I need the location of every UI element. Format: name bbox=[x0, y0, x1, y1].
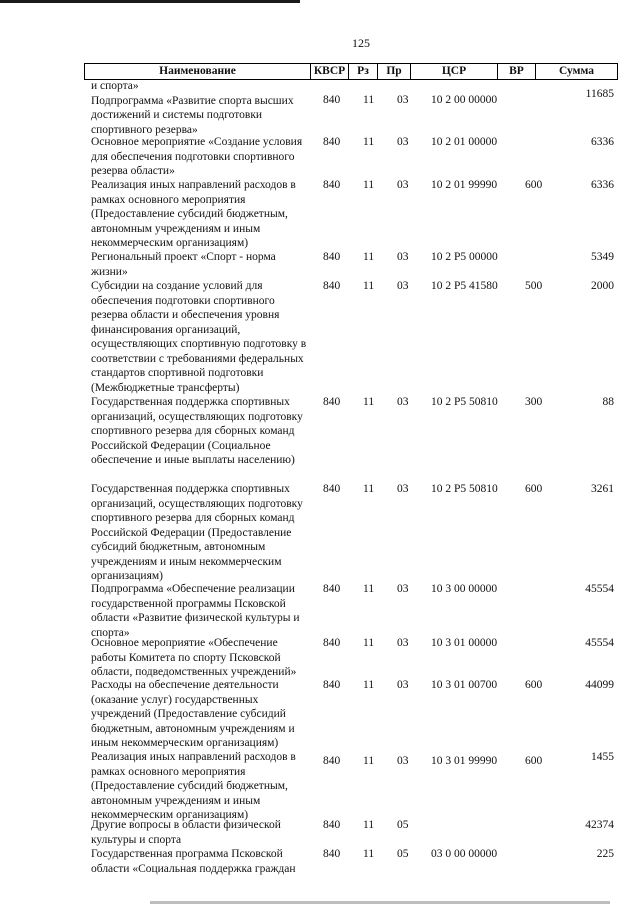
cell-rz: 11 bbox=[363, 637, 375, 649]
cell-sum: 2000 bbox=[591, 280, 614, 292]
cell-rz: 11 bbox=[363, 396, 375, 408]
table-row bbox=[91, 395, 614, 482]
cell-csr: 10 2 P5 41580 bbox=[431, 280, 498, 292]
cell-name: Субсидии на создание условий для обеспечения подготовки спортивного резерва области и обеспечения уровня финансирования организаций, осуществляющих спортивную подготовку в соответствии с требованиями федеральных стандартов спортивной подготовки (Межбюджетные трансферты) bbox=[91, 280, 307, 394]
cell-pr: 05 bbox=[397, 848, 409, 860]
cell-pr: 03 bbox=[397, 136, 409, 148]
cell-pr: 03 bbox=[397, 637, 409, 649]
cell-pr: 03 bbox=[397, 755, 409, 767]
cell-rz: 11 bbox=[363, 94, 375, 106]
scan-edge-bottom bbox=[150, 901, 610, 904]
cell-name: Государственная поддержка спортивных организаций, осуществляющих подготовку спортивного резерва для сборных команд Российской Федерации (Социальное обеспечение и иные выплаты населению) bbox=[91, 396, 303, 466]
cell-kvsr: 840 bbox=[323, 583, 341, 595]
cell-name: и спорта» Подпрограмма «Развитие спорта высших достижений и системы подготовки спортивного резерва» bbox=[91, 80, 294, 136]
cell-kvsr: 840 bbox=[323, 396, 341, 408]
cell-rz: 11 bbox=[363, 755, 375, 767]
cell-csr: 10 3 01 00000 bbox=[431, 637, 498, 649]
cell-csr: 10 2 P5 00000 bbox=[431, 251, 498, 263]
cell-csr: 10 3 00 00000 bbox=[431, 583, 498, 595]
cell-sum: 6336 bbox=[591, 136, 614, 148]
cell-sum: 1455 bbox=[591, 751, 614, 763]
header-csr: ЦСР bbox=[411, 64, 498, 79]
table-body bbox=[91, 79, 614, 876]
cell-sum: 88 bbox=[602, 396, 614, 408]
header-pr: Пр bbox=[378, 64, 411, 79]
cell-kvsr: 840 bbox=[323, 251, 341, 263]
table-row bbox=[91, 636, 614, 678]
cell-csr: 10 2 P5 50810 bbox=[431, 396, 498, 408]
table-row bbox=[91, 750, 614, 821]
cell-sum: 11685 bbox=[585, 88, 614, 100]
cell-csr: 10 2 P5 50810 bbox=[431, 483, 498, 495]
cell-kvsr: 840 bbox=[323, 280, 341, 292]
header-sum: Сумма bbox=[559, 65, 594, 77]
table-row bbox=[91, 847, 614, 876]
cell-vr: 600 bbox=[525, 755, 543, 767]
cell-kvsr: 840 bbox=[323, 483, 341, 495]
cell-sum: 6336 bbox=[591, 179, 614, 191]
cell-name: Государственная программа Псковской области «Социальная поддержка граждан bbox=[91, 848, 296, 875]
page-number: 125 bbox=[352, 36, 370, 50]
cell-csr: 10 3 01 00700 bbox=[431, 679, 498, 691]
header-rz: Рз bbox=[349, 64, 378, 79]
cell-vr: 500 bbox=[525, 280, 543, 292]
table-header bbox=[84, 63, 618, 80]
cell-name: Расходы на обеспечение деятельности (оказание услуг) государственных учреждений (Предоставление субсидий бюджетным, автономным учреждениям и иным некоммерческим организациям) bbox=[91, 679, 295, 749]
cell-pr: 05 bbox=[397, 819, 409, 831]
cell-name: Реализация иных направлений расходов в рамках основного мероприятия (Предоставление субсидий бюджетным, автономным учреждениям и иным некоммерческим организациям) bbox=[91, 751, 296, 821]
cell-name: Основное мероприятие «Обеспечение работы Комитета по спорту Псковской области, подведомственных учреждений» bbox=[91, 637, 297, 678]
cell-name: Другие вопросы в области физической культуры и спорта bbox=[91, 819, 281, 846]
cell-name: Региональный проект «Спорт - норма жизни» bbox=[91, 251, 276, 278]
table-row bbox=[91, 482, 614, 582]
cell-pr: 03 bbox=[397, 251, 409, 263]
table-row bbox=[91, 135, 614, 178]
cell-sum: 225 bbox=[596, 848, 614, 860]
cell-name: Государственная поддержка спортивных организаций, осуществляющих подготовку спортивного резерва для сборных команд Российской Федерации (Предоставление субсидий бюджетным, автономным учреждениям и иным некоммерческим организациям) bbox=[91, 483, 303, 582]
header-vr: ВР bbox=[498, 64, 536, 79]
cell-csr: 10 3 01 99990 bbox=[431, 755, 498, 767]
table-row bbox=[91, 279, 614, 395]
cell-csr: 03 0 00 00000 bbox=[431, 848, 498, 860]
cell-rz: 11 bbox=[363, 848, 375, 860]
header-kvsr: КВСР bbox=[311, 64, 349, 79]
cell-kvsr: 840 bbox=[323, 94, 341, 106]
cell-pr: 03 bbox=[397, 679, 409, 691]
cell-rz: 11 bbox=[363, 251, 375, 263]
cell-vr bbox=[525, 79, 561, 93]
table-row bbox=[91, 818, 614, 847]
cell-vr: 600 bbox=[525, 179, 543, 191]
cell-pr: 03 bbox=[397, 179, 409, 191]
cell-rz: 11 bbox=[363, 280, 375, 292]
cell-pr: 03 bbox=[397, 583, 409, 595]
cell-vr: 600 bbox=[525, 483, 543, 495]
cell-csr: 10 2 00 00000 bbox=[431, 94, 498, 106]
cell-csr: 10 2 01 99990 bbox=[431, 179, 498, 191]
scan-edge-top bbox=[0, 0, 300, 3]
cell-kvsr: 840 bbox=[323, 136, 341, 148]
cell-name: Подпрограмма «Обеспечение реализации государственной программы Псковской области «Развитие физической культуры и спорта» bbox=[91, 583, 300, 639]
table-row bbox=[91, 582, 614, 639]
cell-vr: 600 bbox=[525, 679, 543, 691]
cell-pr: 03 bbox=[397, 483, 409, 495]
cell-sum: 44099 bbox=[585, 679, 614, 691]
cell-pr: 03 bbox=[397, 94, 409, 106]
cell-sum: 3261 bbox=[591, 483, 614, 495]
cell-csr: 10 2 01 00000 bbox=[431, 136, 498, 148]
cell-rz: 11 bbox=[363, 136, 375, 148]
cell-name: Основное мероприятие «Создание условия для обеспечения подготовки спортивного резерва области» bbox=[91, 136, 303, 177]
cell-pr: 03 bbox=[397, 396, 409, 408]
cell-rz: 11 bbox=[363, 583, 375, 595]
cell-sum: 45554 bbox=[585, 637, 614, 649]
cell-sum: 5349 bbox=[591, 251, 614, 263]
cell-rz: 11 bbox=[363, 483, 375, 495]
table-row bbox=[91, 678, 614, 750]
cell-rz: 11 bbox=[363, 679, 375, 691]
cell-vr: 300 bbox=[525, 396, 543, 408]
cell-kvsr: 840 bbox=[323, 755, 341, 767]
table-row bbox=[91, 250, 614, 279]
cell-name: Реализация иных направлений расходов в рамках основного мероприятия (Предоставление субсидий бюджетным, автономным учреждениям и иным некоммерческим организациям) bbox=[91, 179, 296, 249]
cell-pr: 03 bbox=[397, 280, 409, 292]
cell-rz: 11 bbox=[363, 819, 375, 831]
cell-kvsr: 840 bbox=[323, 637, 341, 649]
cell-kvsr: 840 bbox=[323, 679, 341, 691]
table-row bbox=[91, 178, 614, 250]
cell-sum: 42374 bbox=[585, 819, 614, 831]
header-name: Наименование bbox=[85, 64, 311, 79]
cell-kvsr: 840 bbox=[323, 179, 341, 191]
cell-kvsr: 840 bbox=[323, 848, 341, 860]
cell-kvsr: 840 bbox=[323, 819, 341, 831]
cell-sum: 45554 bbox=[585, 583, 614, 595]
table-row bbox=[91, 79, 614, 135]
cell-rz: 11 bbox=[363, 179, 375, 191]
